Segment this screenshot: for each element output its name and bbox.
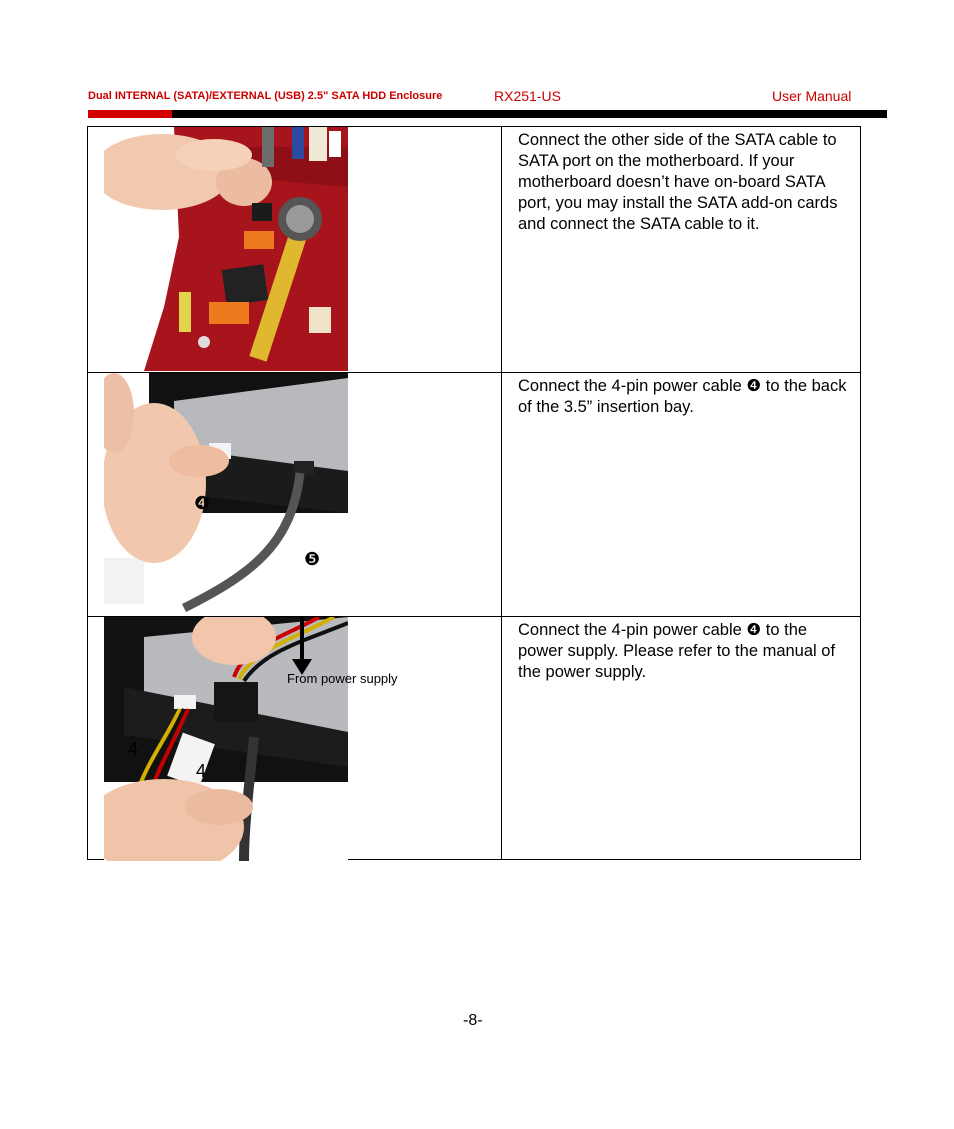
header-title: Dual INTERNAL (SATA)/EXTERNAL (USB) 2.5" SATA HDD Enclosure [88, 90, 443, 102]
header-manual-label: User Manual [772, 88, 852, 104]
from-power-supply-caption: From power supply [287, 671, 398, 686]
page-number: -8- [463, 1012, 483, 1029]
instruction-table [87, 126, 861, 860]
motherboard-sata-photo [104, 127, 348, 371]
marker-5: ❺ [304, 549, 321, 569]
table-row [88, 127, 860, 371]
marker-4: ❹ [194, 493, 211, 513]
header-rule-red [88, 110, 172, 118]
insertion-bay-power-photo [104, 373, 348, 617]
table-row [88, 372, 860, 617]
step-1-text: Connect the other side of the SATA cable to SATA port on the motherboard. If your motherboard doesn’t have on-board SATA port, you may install the SATA add-on cards and connect the SATA cable to it. [518, 131, 838, 233]
header-rule-black [172, 110, 887, 118]
table-row [88, 616, 860, 861]
marker-4: 4 [128, 739, 139, 759]
power-supply-connector-photo [104, 617, 348, 861]
marker-4: 4 [196, 761, 207, 781]
step-2-text: Connect the 4-pin power cable ❹ to the back of the 3.5” insertion bay. [518, 377, 847, 416]
header-model: RX251-US [494, 88, 561, 104]
step-3-text: Connect the 4-pin power cable ❹ to the power supply. Please refer to the manual of the power supply. [518, 621, 836, 681]
